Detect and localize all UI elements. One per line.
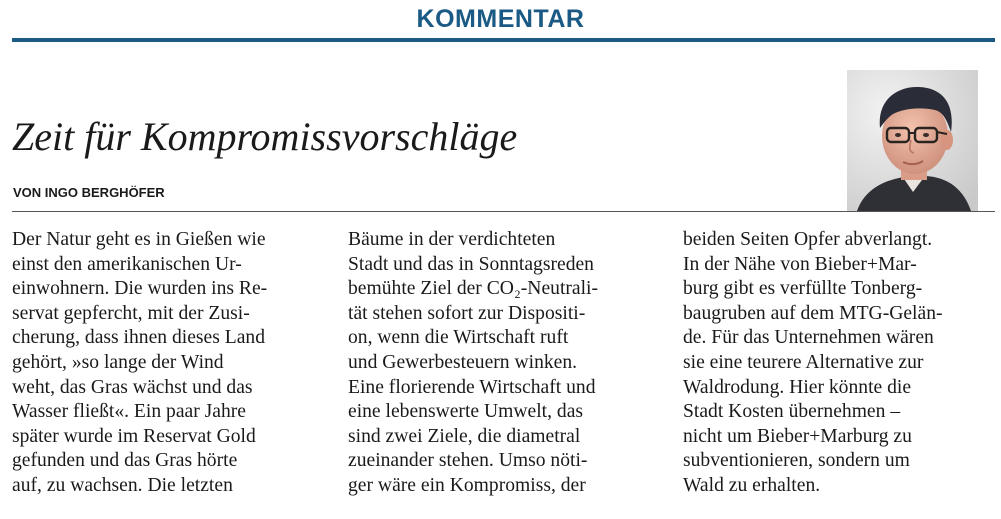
text-line: sie eine teurere Alternative zur: [683, 351, 924, 373]
text-line: weht, das Gras wächst und das: [12, 376, 253, 398]
text-line: sind zwei Ziele, die diametral: [348, 425, 581, 447]
article-column-2: [348, 228, 666, 499]
text-line: baugruben auf dem MTG-Gelän-: [683, 302, 943, 324]
text-line: tät stehen sofort zur Dispositi-: [348, 302, 586, 324]
section-rubric: KOMMENTAR: [416, 5, 585, 33]
text-line: Eine florierende Wirtschaft und: [348, 376, 596, 398]
text-line: einwohnern. Die wurden ins Re-: [12, 278, 268, 300]
text-line: einst den amerikanischen Ur-: [12, 253, 242, 275]
article-headline: Zeit für Kompromissvorschläge: [12, 114, 518, 159]
text-line: bemühte Ziel der CO₂-Neutrali-: [348, 278, 599, 300]
text-line: auf, zu wachsen. Die letzten: [12, 474, 233, 496]
article-byline: VON INGO BERGHÖFER: [13, 185, 165, 200]
text-line: servat gepfercht, mit der Zusi-: [12, 302, 250, 324]
text-line: ger wäre ein Kompromiss, der: [348, 474, 586, 496]
author-portrait-drawing: [847, 70, 978, 211]
text-line: Stadt und das in Sonntagsreden: [348, 253, 594, 275]
author-portrait-icon: [847, 70, 978, 211]
text-line: zueinander stehen. Umso nöti-: [348, 450, 588, 472]
text-line: später wurde im Reservat Gold: [12, 425, 256, 447]
text-line: Bäume in der verdichteten: [348, 229, 556, 250]
text-line: Der Natur geht es in Gießen wie: [12, 229, 266, 250]
text-line: nicht um Bieber+Marburg zu: [683, 425, 912, 447]
section-rule: [12, 38, 995, 42]
text-line: beiden Seiten Opfer abverlangt.: [683, 229, 933, 250]
text-line: gefunden und das Gras hörte: [12, 450, 238, 472]
byline-rule: [12, 211, 995, 212]
text-line: burg gibt es verfüllte Tonberg-: [683, 278, 923, 300]
article-column-3: [683, 228, 1001, 499]
text-line: subventionieren, sondern um: [683, 450, 910, 472]
text-line: Wasser fließt«. Ein paar Jahre: [12, 401, 246, 423]
text-line: cherung, dass ihnen dieses Land: [12, 327, 266, 349]
text-line: Stadt Kosten übernehmen –: [683, 401, 901, 423]
article-column-1: [12, 228, 330, 499]
text-line: eine lebenswerte Umwelt, das: [348, 401, 584, 423]
text-line: In der Nähe von Bieber+Mar-: [683, 253, 917, 275]
text-line: Waldrodung. Hier könnte die: [683, 376, 912, 398]
text-line: Wald zu erhalten.: [683, 474, 821, 496]
text-line: de. Für das Unternehmen wären: [683, 327, 934, 349]
text-line: gehört, »so lange der Wind: [12, 351, 224, 373]
text-line: und Gewerbesteuern winken.: [348, 351, 578, 373]
text-line: on, wenn die Wirtschaft ruft: [348, 327, 569, 349]
